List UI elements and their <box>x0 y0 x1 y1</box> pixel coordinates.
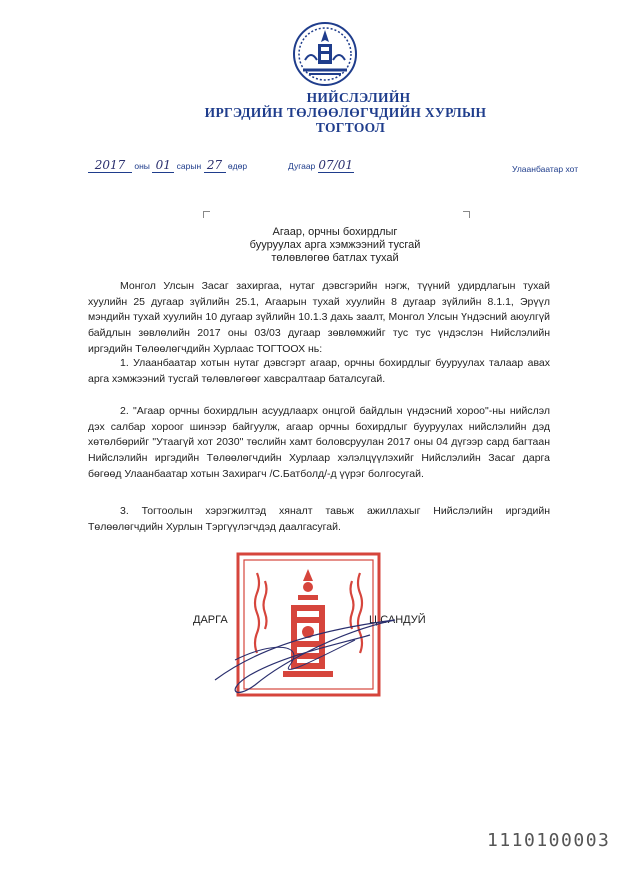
body-paragraph-preamble: Монгол Улсын Засаг захиргаа, нутаг дэвсгэрийн нэгж, түүний удирдлагын тухай хуулийн 25 дугаар зүйлийн 25.1, Агаарын тухай хуулийн 8 дугаар зүйлийн 8.1.1, Эрүүл мэндийн тухай хуулийн 10 дугаар зүйлийн 10.1.3 дахь заалт, Монгол Улсын Үндэсний аюулгүй байдлын зөвлөлийн 2017 оны 03/03 дугаар зөвлөмжийг тус тус үндэслэн Нийслэлийн иргэдийн Төлөөлөгчдийн Хурлаас ТОГТООХ нь: <box>88 280 550 355</box>
document-serial-number: 1110100003 <box>487 830 611 851</box>
document-number: 07/01 <box>318 158 353 172</box>
body-paragraph-1: 1. Улаанбаатар хотын нутаг дэвсгэрт агаар, орчны бохирдлыг бууруулах талаар авах арга хэмжээний тусгай төлөвлөгөөг хавсралтаар баталсугай. <box>88 357 550 385</box>
city-label: Улаанбаатар хот <box>512 164 579 174</box>
handwritten-signature-icon <box>195 590 415 710</box>
state-emblem-icon <box>291 20 359 88</box>
signatory-name: Ц.САНДУЙ <box>369 614 426 626</box>
date-day: 27 <box>204 158 226 173</box>
document-number-label: Дугаар <box>288 161 316 171</box>
subject-corner-right <box>463 211 470 218</box>
subject-title <box>200 226 470 265</box>
subject-line-3: төлөвлөгөө батлах тухай <box>271 252 399 264</box>
date-month: 01 <box>152 158 174 173</box>
body-paragraph-3: 3. Тогтоолын хэрэгжилтэд хяналт тавьж ажиллахыг Нийслэлийн иргэдийн Төлөөлөгчдийн Хурлын Тэргүүлэгчдэд даалгасугай. <box>88 505 550 533</box>
subject-corner-left <box>203 211 210 218</box>
subject-line-2: бууруулах арга хэмжээний тусгай <box>249 239 421 251</box>
date-day-suffix: өдөр <box>227 161 248 171</box>
header-line-2: ИРГЭДИЙН ТӨЛӨӨЛӨГЧДИЙН ХУРЛЫН <box>204 105 487 120</box>
date-field <box>88 158 247 173</box>
date-year: 2017 <box>88 158 132 173</box>
document-number-field <box>288 158 354 173</box>
date-month-suffix: сарын <box>176 161 202 171</box>
body-paragraph-2: 2. "Агаар орчны бохирдлын асуудлаарх онцгой байдлын үндэсний хороо"-ны нийслэл дэх салбар хороог шинээр байгуулж, агаар орчны бохирдлыг бууруулах нийслэлийн дэд хөтөлбөрийг "Утаагүй хот 2030" төслийн хамт боловсруулан 2017 оны 04 дүгээр сард багтаан Нийслэлийн иргэдийн Төлөөлөгчдийн Хурлаар хэлэлцүүлэхийг Нийслэлийн Засаг дарга бөгөөд Улаанбаатар хотын Захирагч /С.Батболд/-д үүрэг болгосугай. <box>88 405 550 480</box>
date-year-suffix: оны <box>134 161 150 171</box>
header-line-3: ТОГТООЛ <box>315 120 386 135</box>
signatory-title: ДАРГА <box>193 614 228 626</box>
subject-line-1: Агаар, орчны бохирдлыг <box>272 226 398 238</box>
header-line-1: НИЙСЛЭЛИЙН <box>306 90 411 105</box>
